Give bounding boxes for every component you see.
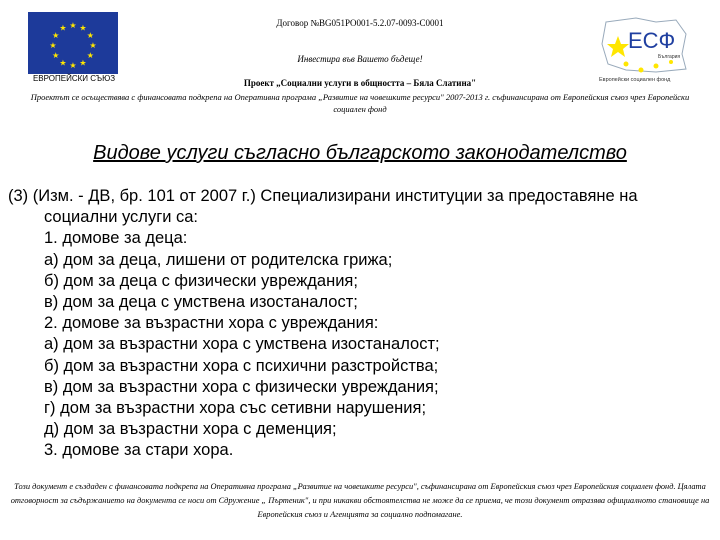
- slogan: Инвестира във Вашето бъдеще!: [297, 54, 423, 64]
- eu-star-icon: ★: [49, 41, 57, 50]
- list-item: в) дом за деца с умствена изостаналост;: [44, 293, 358, 312]
- esf-logo-text: ЕСФ: [628, 28, 676, 53]
- esf-caption: Европейски социален фонд: [599, 77, 671, 83]
- list-item: а) дом за деца, лишени от родителска грижа;: [44, 250, 393, 269]
- footer-disclaimer: Този документ е създаден с финансовата подкрепа на Оперативна програма „Развитие на човешките ресурси", съфинансирана от Европейския съюз чрез Европейския социален фонд. Цялата отговорност за съдържанието на документа се носи от Сдружение „ Пъртеник", и при никакви обстоятелства не може да се приема, че този документ отразява официалното становище на Европейския съюз и Агенцията за социално подпомагане.: [10, 482, 710, 519]
- list-item: социални услуги са:: [44, 208, 199, 227]
- eu-star-icon: ★: [69, 61, 77, 70]
- list-item: в) дом за възрастни хора с физически увреждания;: [44, 377, 439, 396]
- services-list: [8, 186, 708, 462]
- list-item: б) дом за възрастни хора с психични разстройства;: [44, 356, 439, 375]
- project-name: Проект „Социални услуги в общността – Бяла Слатина": [243, 78, 477, 88]
- financing-note: Проектът се осъществява с финансовата подкрепа на Оперативна програма „Развитие на човешките ресурси" 2007-2013 г. съфинансирана от Европейския съюз чрез Европейски социален фонд: [30, 92, 690, 114]
- contract-number: Договор №BG051PO001-5.2.07-0093-C0001: [276, 18, 444, 28]
- eu-star-icon: ★: [86, 51, 94, 60]
- eu-star-icon: ★: [52, 31, 60, 40]
- list-item: 2. домове за възрастни хора с увреждания:: [44, 314, 379, 333]
- list-item: б) дом за деца с физически увреждания;: [44, 271, 358, 290]
- eu-star-icon: ★: [59, 23, 67, 33]
- list-item: д) дом за възрастни хора с деменция;: [44, 420, 337, 439]
- eu-star-icon: ★: [79, 58, 87, 68]
- eu-star-icon: ★: [86, 31, 94, 40]
- list-item: г) дом за възрастни хора със сетивни нарушения;: [44, 399, 427, 418]
- list-item: 3. домове за стари хора.: [44, 441, 234, 460]
- esf-logo: [596, 14, 691, 84]
- eu-star-icon: ★: [59, 58, 67, 68]
- slide-title: Видове услуги съгласно българското законодателство: [93, 142, 627, 164]
- eu-star-icon: ★: [79, 23, 87, 33]
- eu-caption: ЕВРОПЕЙСКИ СЪЮЗ: [32, 74, 116, 83]
- list-item: 1. домове за деца:: [44, 229, 188, 248]
- eu-star-icon: ★: [52, 51, 60, 60]
- list-item: а) дом за възрастни хора с умствена изостаналост;: [44, 335, 440, 354]
- bulgaria-map-icon: [596, 14, 691, 84]
- eu-star-icon: ★: [69, 21, 77, 30]
- esf-country: България: [658, 54, 681, 60]
- eu-star-icon: ★: [89, 41, 97, 50]
- list-item: (3) (Изм. - ДВ, бр. 101 от 2007 г.) Специализирани институции за предоставяне на: [8, 187, 638, 205]
